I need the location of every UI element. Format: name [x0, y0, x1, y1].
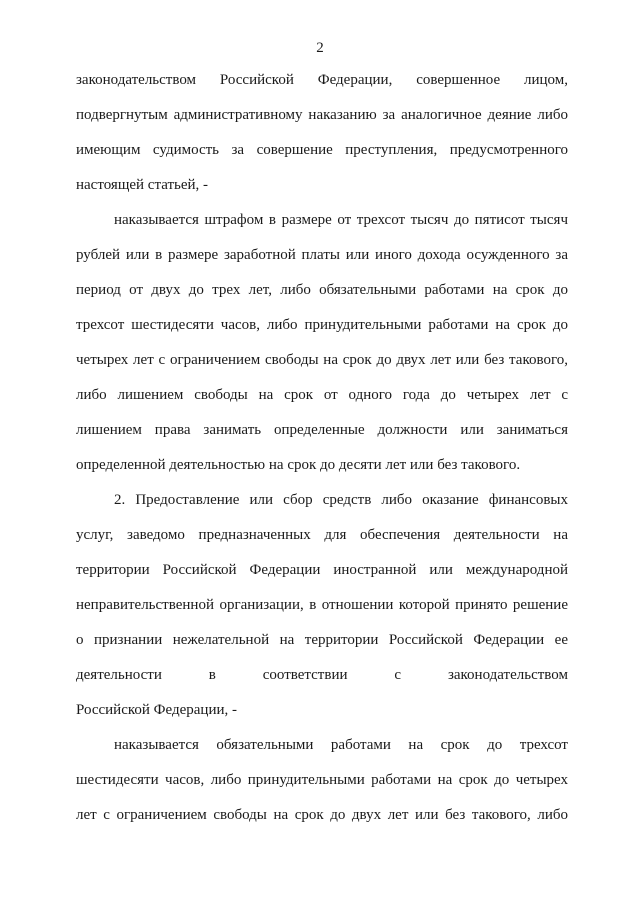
- text-line: законодательством Российской Федерации, совершенное лицом,: [76, 72, 568, 88]
- text-line: шестидесяти часов, либо принудительными работами на срок до четырех: [76, 772, 568, 788]
- page-number: 2: [316, 40, 324, 56]
- text-line: период от двух до трех лет, либо обязательными работами на срок до: [76, 282, 568, 298]
- text-line: неправительственной организации, в отношении которой принято решение: [76, 597, 568, 613]
- text-line: либо лишением свободы на срок от одного года до четырех лет с: [76, 387, 568, 403]
- text-line: 2. Предоставление или сбор средств либо оказание финансовых: [114, 492, 568, 508]
- paragraph-continuation: [76, 63, 568, 203]
- text-line: настоящей статьей, -: [76, 177, 209, 193]
- paragraph-penalty-1: [76, 203, 568, 483]
- text-line: четырех лет с ограничением свободы на срок до двух лет или без такового,: [76, 352, 568, 368]
- paragraph-clause-2: [76, 483, 568, 728]
- text-line: услуг, заведомо предназначенных для обеспечения деятельности на: [76, 527, 568, 543]
- text-line: лишением права занимать определенные должности или заниматься: [76, 422, 568, 438]
- text-line: трехсот шестидесяти часов, либо принудительными работами на срок до: [76, 317, 568, 333]
- text-line: имеющим судимость за совершение преступления, предусмотренного: [76, 142, 568, 158]
- text-line: определенной деятельностью на срок до десяти лет или без такового.: [76, 457, 521, 473]
- text-line: лет с ограничением свободы на срок до двух лет или без такового, либо: [76, 807, 568, 823]
- text-line: деятельности в соответствии с законодательством: [76, 667, 568, 683]
- text-line: Российской Федерации, -: [76, 702, 238, 718]
- text-line: о признании нежелательной на территории Российской Федерации ее: [76, 632, 568, 648]
- document-body: [76, 63, 568, 833]
- text-line: наказывается штрафом в размере от трехсот тысяч до пятисот тысяч: [114, 212, 568, 228]
- text-line: рублей или в размере заработной платы или иного дохода осужденного за: [76, 247, 568, 263]
- paragraph-penalty-2: [76, 728, 568, 833]
- text-line: наказывается обязательными работами на срок до трехсот: [114, 737, 568, 753]
- text-line: территории Российской Федерации иностранной или международной: [76, 562, 568, 578]
- text-line: подвергнутым административному наказанию за аналогичное деяние либо: [76, 107, 568, 123]
